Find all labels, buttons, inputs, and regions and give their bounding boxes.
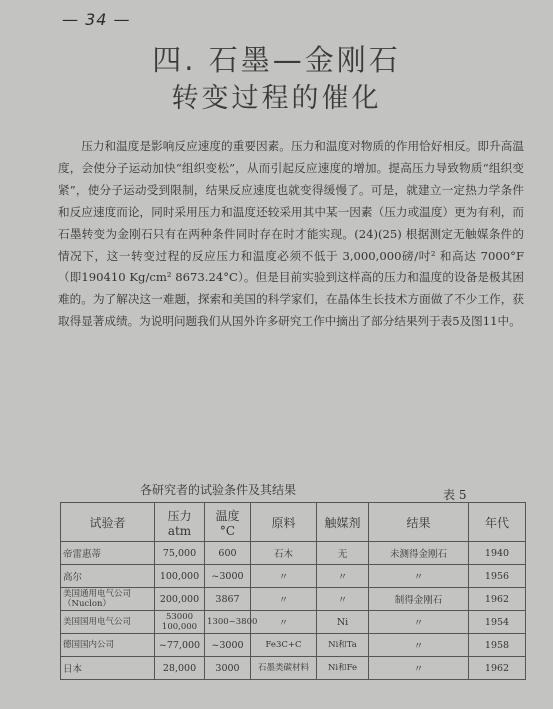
table-cell: 〃 [251, 565, 317, 588]
header-cell: 原料 [251, 503, 317, 542]
table-number: 表 5 [443, 488, 467, 502]
results-table [60, 502, 526, 680]
section-title-line2: 转变过程的催化 [171, 83, 382, 114]
table-cell: 美国国用电气公司 [61, 611, 155, 634]
table-cell: 〃 [317, 565, 369, 588]
table-cell: 1962 [469, 588, 526, 611]
table-row [61, 565, 526, 588]
table-cell: Ni和Fe [317, 657, 369, 680]
table-caption: 各研究者的试验条件及其结果 [140, 483, 297, 497]
table-cell: 石木 [251, 542, 317, 565]
table-cell: 600 [205, 542, 251, 565]
table-cell: 1940 [469, 542, 526, 565]
header-cell: 触媒剂 [317, 503, 369, 542]
table-cell: 1300~3800 [205, 611, 251, 634]
table-cell: 〃 [251, 611, 317, 634]
table-row [61, 542, 526, 565]
table-cell: ~3000 [205, 634, 251, 657]
table-cell: 1962 [469, 657, 526, 680]
page-number: — 34 — [62, 10, 131, 29]
header-cell: 年代 [469, 503, 526, 542]
table-cell: Ni [317, 611, 369, 634]
table-cell: 53000 100,000 [155, 611, 205, 634]
table-cell: 帝雷惠蒂 [61, 542, 155, 565]
table-cell: 200,000 [155, 588, 205, 611]
header-cell: 温度 °C [205, 503, 251, 542]
table-cell: 〃 [369, 611, 469, 634]
table-cell: 高尔 [61, 565, 155, 588]
header-cell: 压力 atm [155, 503, 205, 542]
section-title-line1: 四. 石墨—金刚石 [152, 43, 401, 77]
table-cell: 〃 [317, 588, 369, 611]
table-cell: 德国国内公司 [61, 634, 155, 657]
table-cell: 〃 [369, 634, 469, 657]
table-cell: 1958 [469, 634, 526, 657]
table-row [61, 611, 526, 634]
table-cell: Ni和Ta [317, 634, 369, 657]
table-cell: 75,000 [155, 542, 205, 565]
body-paragraph: 压力和温度是影响反应速度的重要因素。压力和温度对物质的作用恰好相反。即升高温度，会使分子运动加快“组织变松”，从而引起反应速度的增加。提高压力导致物质“组织变紧”，使分子运动受到限制，结果反应速度也就变得缓慢了。可是，就建立一定热力学条件和反应速度而论，同时采用压力和温度还较采用其中某一因素（压力或温度）更为有利，而石墨转变为金刚石只有在两种条件同时存在时才能实现。(24)(25) 根据测定无触媒条件的情况下，这一转变过程的反应压力和温度必须不低于 3,000,000磅/吋² 和高达 7000°F（即190410 Kg/cm² 8673.24°C）。但是目前实验到这样高的压力和温度的设备是极其困难的。为了解决这一难题，探索和美国的科学家们，在晶体生长技术方面做了不少工作，获取得显著成绩。为说明问题我们从国外许多研究工作中摘出了部分结果列于表5及图11中。 [58, 139, 524, 329]
table-header-row [61, 503, 526, 542]
table-cell: 3867 [205, 588, 251, 611]
table-cell: 1954 [469, 611, 526, 634]
table-cell: 3000 [205, 657, 251, 680]
header-cell: 结果 [369, 503, 469, 542]
table-row [61, 634, 526, 657]
table-cell: 28,000 [155, 657, 205, 680]
table-cell: 100,000 [155, 565, 205, 588]
table-cell: 日本 [61, 657, 155, 680]
table-cell: 未测得金刚石 [369, 542, 469, 565]
table-cell: 〃 [369, 565, 469, 588]
table-row [61, 657, 526, 680]
table-cell: 美国通用电气公司（Nuclon） [61, 588, 155, 611]
header-cell: 试验者 [61, 503, 155, 542]
table-cell: 〃 [369, 657, 469, 680]
table-cell: 〃 [251, 588, 317, 611]
table-cell: ~3000 [205, 565, 251, 588]
table-cell: Fe3C+C [251, 634, 317, 657]
table-cell: 石墨类碳材料 [251, 657, 317, 680]
table-row [61, 588, 526, 611]
table-cell: 无 [317, 542, 369, 565]
table-cell: ~77,000 [155, 634, 205, 657]
table-cell: 制得金刚石 [369, 588, 469, 611]
table-cell: 1956 [469, 565, 526, 588]
